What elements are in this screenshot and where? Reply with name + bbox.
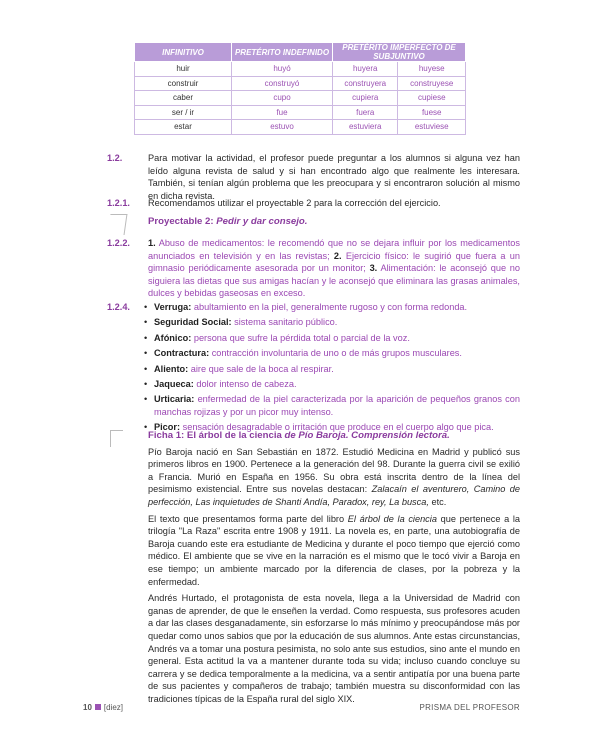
conjugation-cell: estuviera bbox=[333, 120, 398, 135]
header-subjuntivo: PRETÉRITO IMPERFECTO DE SUBJUNTIVO bbox=[333, 43, 466, 62]
section-number: 1.2.2. bbox=[107, 238, 130, 248]
definition-item bbox=[144, 347, 520, 360]
term: Afónico: bbox=[154, 332, 192, 343]
item-number: 1. bbox=[148, 238, 156, 248]
table-row bbox=[135, 62, 466, 77]
conjugation-cell: huyera bbox=[333, 62, 398, 77]
infinitive-cell: construir bbox=[135, 76, 232, 91]
section-number: 1.2.4. bbox=[107, 302, 130, 312]
definition: aire que sale de la boca al respirar. bbox=[190, 363, 334, 374]
definition: sistema sanitario público. bbox=[234, 317, 338, 328]
footer-page-number bbox=[83, 703, 123, 712]
conjugation-cell: construyese bbox=[398, 76, 466, 91]
definition: abultamiento en la piel, generalmente rugoso y con forma redonda. bbox=[193, 302, 468, 312]
section-number: 1.2.1. bbox=[107, 198, 130, 208]
conjugation-cell: estuviese bbox=[398, 120, 466, 135]
conjugation-cell: fue bbox=[232, 105, 333, 120]
conjugation-cell: fuera bbox=[333, 105, 398, 120]
header-infinitivo: INFINITIVO bbox=[135, 43, 232, 62]
conjugation-cell: construyó bbox=[232, 76, 333, 91]
section-text: Para motivar la actividad, el profesor puede preguntar a los alumnos si alguna vez han leído alguna revista de salud y si han encontrado algo que realmente les interesara. También, si tenían algún problema que les preocupara y si encontraron solución al mismo en dicha revista. bbox=[148, 153, 520, 201]
page-word: [diez] bbox=[103, 703, 124, 712]
item-number: 3. bbox=[369, 263, 378, 274]
term: Picor: bbox=[154, 422, 181, 433]
table-row bbox=[135, 91, 466, 106]
term: Contractura: bbox=[154, 348, 210, 359]
conjugation-cell: estuvo bbox=[232, 120, 333, 135]
definition-item bbox=[144, 378, 520, 391]
paragraph-text: El texto que presentamos forma parte del libro bbox=[148, 513, 345, 524]
conjugation-cell: cupiera bbox=[333, 91, 398, 106]
definition: sensación desagradable o irritación que produce en el cuerpo algo que pica. bbox=[182, 422, 494, 433]
footer-book-title: PRISMA DEL PROFESOR bbox=[419, 703, 520, 712]
answer-text: Alimentación: le aconsejó que no siguiera las dietas que sus amigas hacían y le aconsejó que eliminara las grasas animales, dulces y bebidas gaseosas en exceso. bbox=[148, 263, 521, 299]
ficha-paragraph-1 bbox=[148, 446, 520, 509]
definition: persona que sufre la pérdida total o parcial de la voz. bbox=[193, 332, 410, 343]
ficha-paragraph-2 bbox=[148, 513, 520, 589]
table-row bbox=[135, 105, 466, 120]
item-number: 2. bbox=[333, 250, 342, 261]
definition-item bbox=[144, 363, 520, 376]
infinitive-cell: estar bbox=[135, 120, 232, 135]
table-row bbox=[135, 76, 466, 91]
section-1-2 bbox=[107, 152, 520, 202]
section-1-2-1 bbox=[107, 197, 520, 228]
section-1-2-2 bbox=[107, 237, 520, 300]
definition-item bbox=[144, 332, 520, 345]
square-bullet-icon bbox=[95, 704, 101, 710]
section-1-2-4 bbox=[107, 301, 520, 437]
term: Verruga: bbox=[154, 302, 192, 312]
ficha-subtitle: de Pío Baroja. Comprensión lectora. bbox=[284, 430, 450, 441]
term: Aliento: bbox=[154, 363, 189, 374]
definition-item bbox=[144, 316, 520, 329]
term: Jaqueca: bbox=[154, 378, 194, 389]
definition: enfermedad de la piel caracterizada por la aparición de pequeños granos con manchas rojizas y por un picor muy intenso. bbox=[154, 394, 520, 417]
conjugation-cell: fuese bbox=[398, 105, 466, 120]
verb-table bbox=[134, 42, 466, 135]
book-title: El árbol de la ciencia bbox=[347, 513, 437, 524]
definition-item bbox=[144, 301, 520, 314]
ficha-section bbox=[107, 430, 520, 709]
answer-text: Abuso de medicamentos: le recomendó que no se dejara influir por los medicamentos anunciados en televisión y en las revistas; bbox=[148, 238, 520, 261]
definition-item bbox=[144, 393, 520, 418]
conjugation-cell: huyese bbox=[398, 62, 466, 77]
projectable-label: Proyectable 2: bbox=[148, 215, 214, 227]
infinitive-cell: ser / ir bbox=[135, 105, 232, 120]
conjugation-cell: huyó bbox=[232, 62, 333, 77]
paragraph-text: Pío Baroja nació en San Sebastián en 1872. Estudió Medicina en Madrid y publicó sus primeros libros en 1900. Pertenece a la generación del 98. Durante la guerra civil se exilió a Francia. Murió en España en 1956. Su obra está inscrita dentro de la línea del pesimismo existencial. Entre sus novelas destacan: bbox=[148, 446, 520, 495]
definition: contracción involuntaria de uno o de más grupos musculares. bbox=[211, 348, 462, 359]
term: Seguridad Social: bbox=[154, 317, 232, 328]
works-list: Zalacaín el aventurero, Camino de perfección, Las inquietudes de Shanti Andía, Paradox, rey, La busca, bbox=[148, 484, 520, 507]
definition: dolor intenso de cabeza. bbox=[196, 378, 297, 389]
table-row bbox=[135, 120, 466, 135]
paragraph-text: que pertenece a la trilogía "La Raza" escrita entre 1908 y 1911. La novela es, en parte, una autobiografía de Baroja cuando este era estudiante de Medicina y durante el poco tiempo que ejerció como médico. El ambiente que se vive en la narración es el mismo que le tocó vivir a Baroja en ese tiempo; un ambiente marcado por la diferencia de clases, por la pobreza y la enfermedad. bbox=[148, 513, 520, 587]
header-indefinido: PRETÉRITO INDEFINIDO bbox=[232, 43, 333, 62]
paragraph-text: etc. bbox=[431, 496, 447, 507]
projectable-title: Pedir y dar consejo. bbox=[216, 215, 308, 227]
section-number: 1.2. bbox=[107, 153, 123, 163]
definition-list bbox=[144, 301, 520, 434]
page-number: 10 bbox=[83, 703, 92, 712]
projector-icon bbox=[108, 214, 128, 235]
conjugation-cell: cupiese bbox=[398, 91, 466, 106]
ficha-paragraph-3: Andrés Hurtado, el protagonista de esta novela, llega a la Universidad de Madrid con ganas de aprender, de que le enseñen la verdad. Como respuesta, sus profesores acuden a dar las clases desganadamente, sin esforzarse lo más mínimo y preocupándose más por quedar como unos sabios que por la educación de sus alumnos. Ante estas circunstancias, Andrés va a tomar una postura pesimista, no solo ante sus estudios, sino ante el mundo en general. Esta actitud la va a mantener durante toda su vida; incluso cuando concluye su carrera y se dedica temporalmente a la medicina, va a sentir antipatía por una buena parte de sus pacientes y compañeros de trabajo; también muestra su disconformidad con las tradiciones típicas de la España rural del siglo XIX. bbox=[148, 593, 520, 704]
infinitive-cell: huir bbox=[135, 62, 232, 77]
conjugation-cell: cupo bbox=[232, 91, 333, 106]
answer-text: Ejercicio físico: le sugirió que fuera a un gimnasio periódicamente asesorada por un monitor; bbox=[148, 250, 520, 274]
infinitive-cell: caber bbox=[135, 91, 232, 106]
section-text: Recomendamos utilizar el proyectable 2 para la corrección del ejercicio. bbox=[148, 198, 441, 208]
conjugation-cell: construyera bbox=[333, 76, 398, 91]
ficha-title: Ficha 1: El árbol de la ciencia bbox=[148, 430, 282, 441]
term: Urticaria: bbox=[154, 394, 195, 405]
